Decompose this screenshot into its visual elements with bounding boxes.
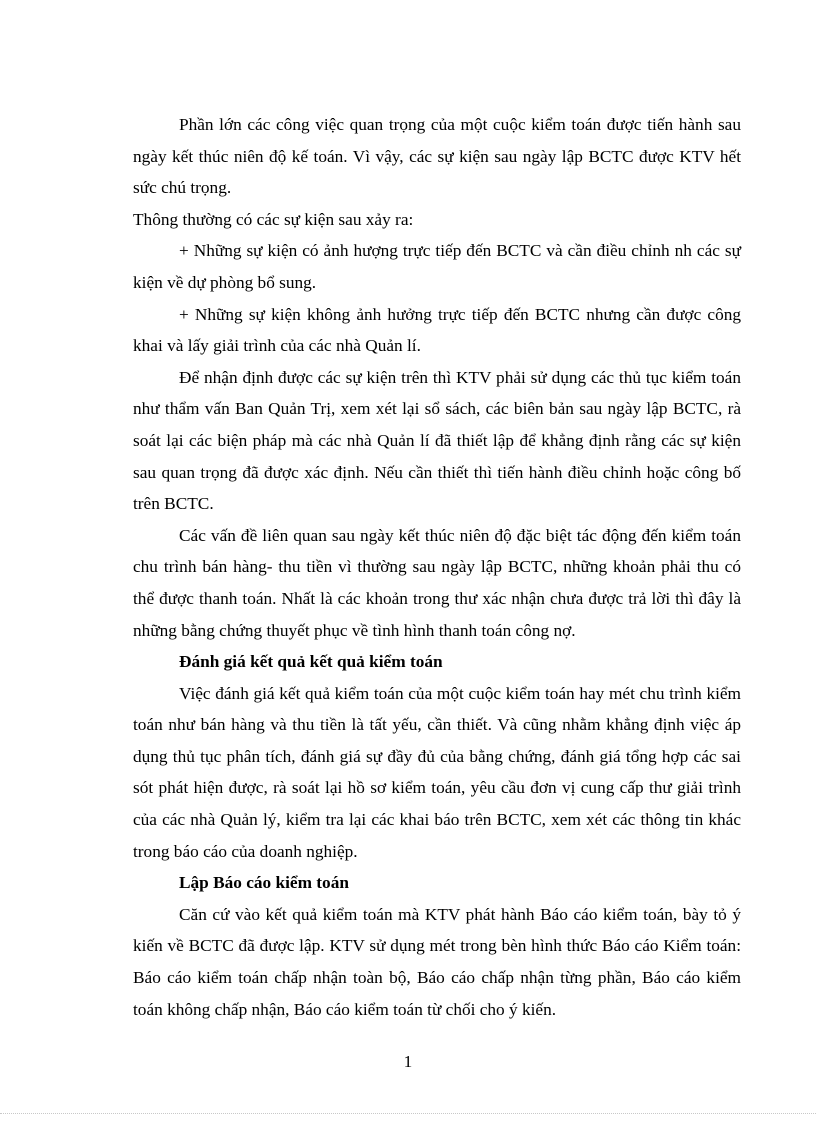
page-bottom-divider (0, 1113, 816, 1114)
heading-audit-report: Lập Báo cáo kiểm toán (179, 873, 349, 893)
paragraph-events-after-year-end: Phần lớn các công việc quan trọng của một cuộc kiểm toán được tiến hành sau ngày kết thúc niên độ kế toán. Vì vậy, các sự kiện sau ngày lập BCTC được KTV hết sức chú trọng. (133, 115, 741, 198)
paragraph-audit-procedures: Để nhận định được các sự kiện trên thì KTV phải sử dụng các thủ tục kiểm toán như thẩm vấn Ban Quản Trị, xem xét lại sổ sách, các biên bản sau ngày lập BCTC, rà soát lại các biện pháp mà các nhà Quản lí đã thiết lập để khẳng định rằng các sự kiện sau quan trọng đã được xác định. Nếu cần thiết thì tiến hành điều chỉnh hoặc công bố trên BCTC. (133, 367, 741, 514)
document-body (133, 109, 741, 1025)
paragraph-evaluate-audit-results: Việc đánh giá kết quả kiểm toán của một cuộc kiểm toán hay mét chu trình kiểm toán như bán hàng và thu tiền là tất yếu, cần thiết. Và cũng nhằm khẳng định việc áp dụng thủ tục phân tích, đánh giá sự đầy đủ của bằng chứng, đánh giá tổng hợp các sai sót phát hiện được, rà soát lại hồ sơ kiểm toán, yêu cầu đơn vị cung cấp thư giải trình của các nhà Quản lý, kiểm tra lại các khai báo trên BCTC, xem xét các thông tin khác trong báo cáo của doanh nghiệp. (133, 683, 741, 861)
paragraph-sales-receipts-cycle: Các vấn đề liên quan sau ngày kết thúc niên độ đặc biệt tác động đến kiểm toán chu trình bán hàng- thu tiền vì thường sau ngày lập BCTC, những khoản phải thu có thể được thanh toán. Nhất là các khoản trong thư xác nhận chưa được trả lời thì đây là những bằng chứng thuyết phục về tình hình thanh toán công nợ. (133, 525, 741, 640)
paragraph-common-events-intro: Thông thường có các sự kiện sau xảy ra: (133, 209, 414, 229)
paragraph-events-direct-impact: + Những sự kiện có ảnh hượng trực tiếp đến BCTC và cần điều chỉnh nh các sự kiện về dự phòng bổ sung. (133, 241, 741, 292)
heading-evaluate-audit-results: Đánh giá kết quả kết quả kiểm toán (179, 652, 443, 672)
page-number: 1 (403, 1052, 413, 1071)
paragraph-audit-report: Căn cứ vào kết quả kiểm toán mà KTV phát hành Báo cáo kiểm toán, bày tỏ ý kiến về BCTC đã được lập. KTV sử dụng mét trong bèn hình thức Báo cáo Kiểm toán: Báo cáo kiểm toán chấp nhận toàn bộ, Báo cáo chấp nhận từng phần, Báo cáo kiểm toán không chấp nhận, Báo cáo kiểm toán từ chối cho ý kiến. (133, 904, 741, 1019)
paragraph-events-no-direct-impact: + Những sự kiện không ảnh hưởng trực tiếp đến BCTC nhưng cần được công khai và lấy giải trình của các nhà Quản lí. (133, 304, 741, 356)
